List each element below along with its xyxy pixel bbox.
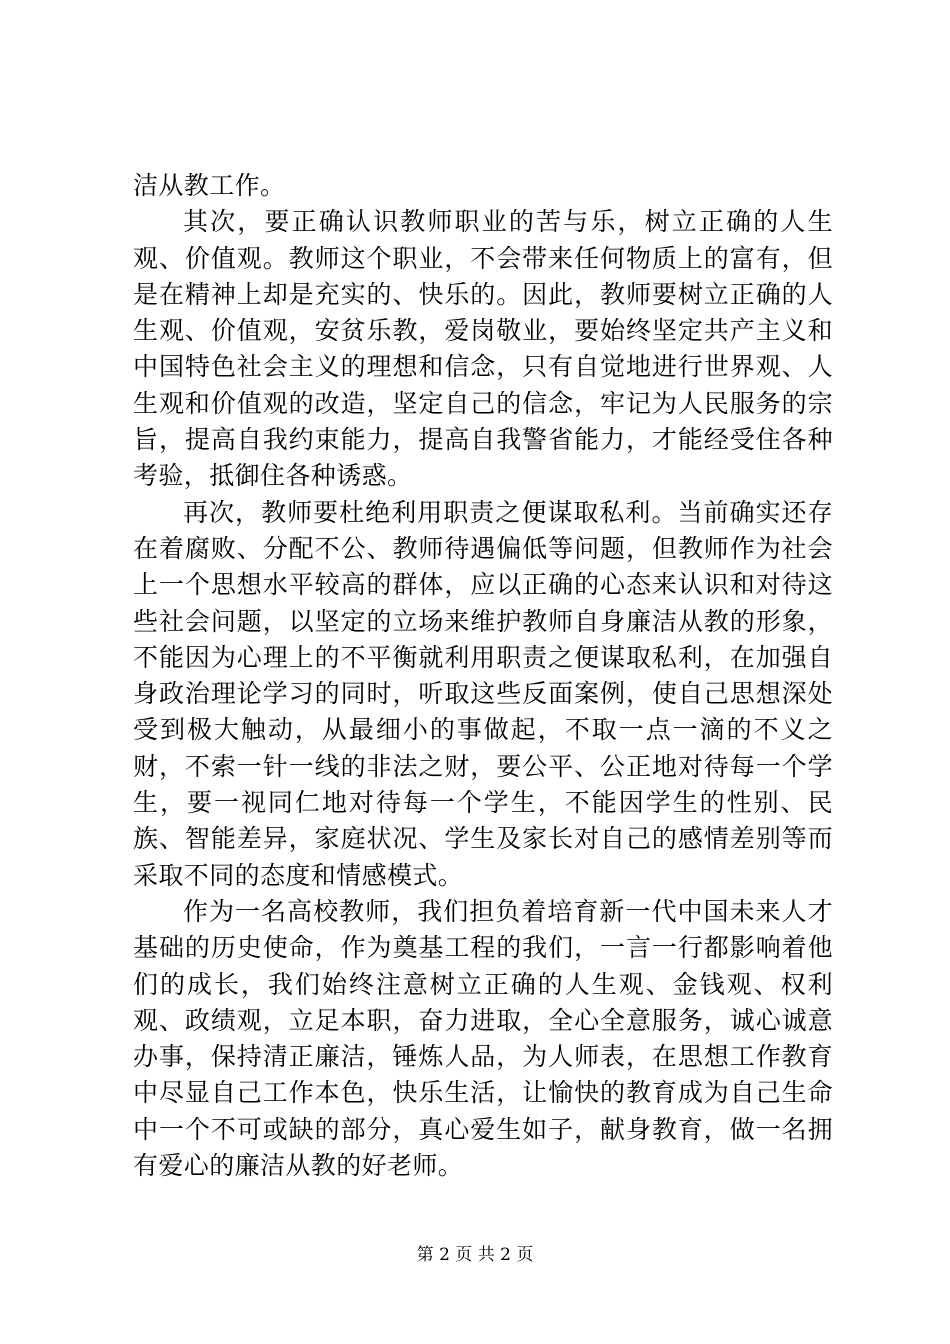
paragraph-avoid-private-gain: 再次，教师要杜绝利用职责之便谋取私利。当前确实还存在着腐败、分配不公、教师待遇偏低等问题，但教师作为社会上一个思想水平较高的群体，应以正确的心态来认识和对待这些社会问题，以坚定的立场来维护教师自身廉洁从教的形象，不能因为心理上的不平衡就利用职责之便谋取私利，在加强自身政治理论学习的同时，听取这些反面案例，使自己思想深处受到极大触动，从最细小的事做起，不取一点一滴的不义之财，不索一针一线的非法之财，要公平、公正地对待每一个学生，要一视同仁地对待每一个学生，不能因学生的性别、民族、智能差异，家庭状况、学生及家长对自己的感情差别等而采取不同的态度和情感模式。 [133,497,833,890]
paragraph-university-teacher: 作为一名高校教师，我们担负着培育新一代中国未来人才基础的历史使命，作为奠基工程的我们，一言一行都影响着他们的成长，我们始终注意树立正确的人生观、金钱观、权利观、政绩观，立足本职，奋力进取，全心全意服务，诚心诚意办事，保持清正廉洁，锤炼人品，为人师表，在思想工作教育中尽显自己工作本色，快乐生活，让愉快的教育成为自己生命中一个不可或缺的部分，真心爱生如子，献身教育，做一名拥有爱心的廉洁从教的好老师。 [133,896,833,1181]
paragraph-continuation: 洁从教工作。 [133,171,286,200]
page-number-footer: 第 2 页 共 2 页 [416,1245,534,1265]
paragraph-career-values: 其次，要正确认识教师职业的苦与乐，树立正确的人生观、价值观。教师这个职业，不会带来任何物质上的富有，但是在精神上却是充实的、快乐的。因此，教师要树立正确的人生观、价值观，安贫乐教，爱岗敬业，要始终坚定共产主义和中国特色社会主义的理想和信念，只有自觉地进行世界观、人生观和价值观的改造，坚定自己的信念，牢记为人民服务的宗旨，提高自我约束能力，提高自我警省能力，才能经受住各种考验，抵御住各种诱惑。 [133,207,833,491]
document-body [133,168,833,1184]
